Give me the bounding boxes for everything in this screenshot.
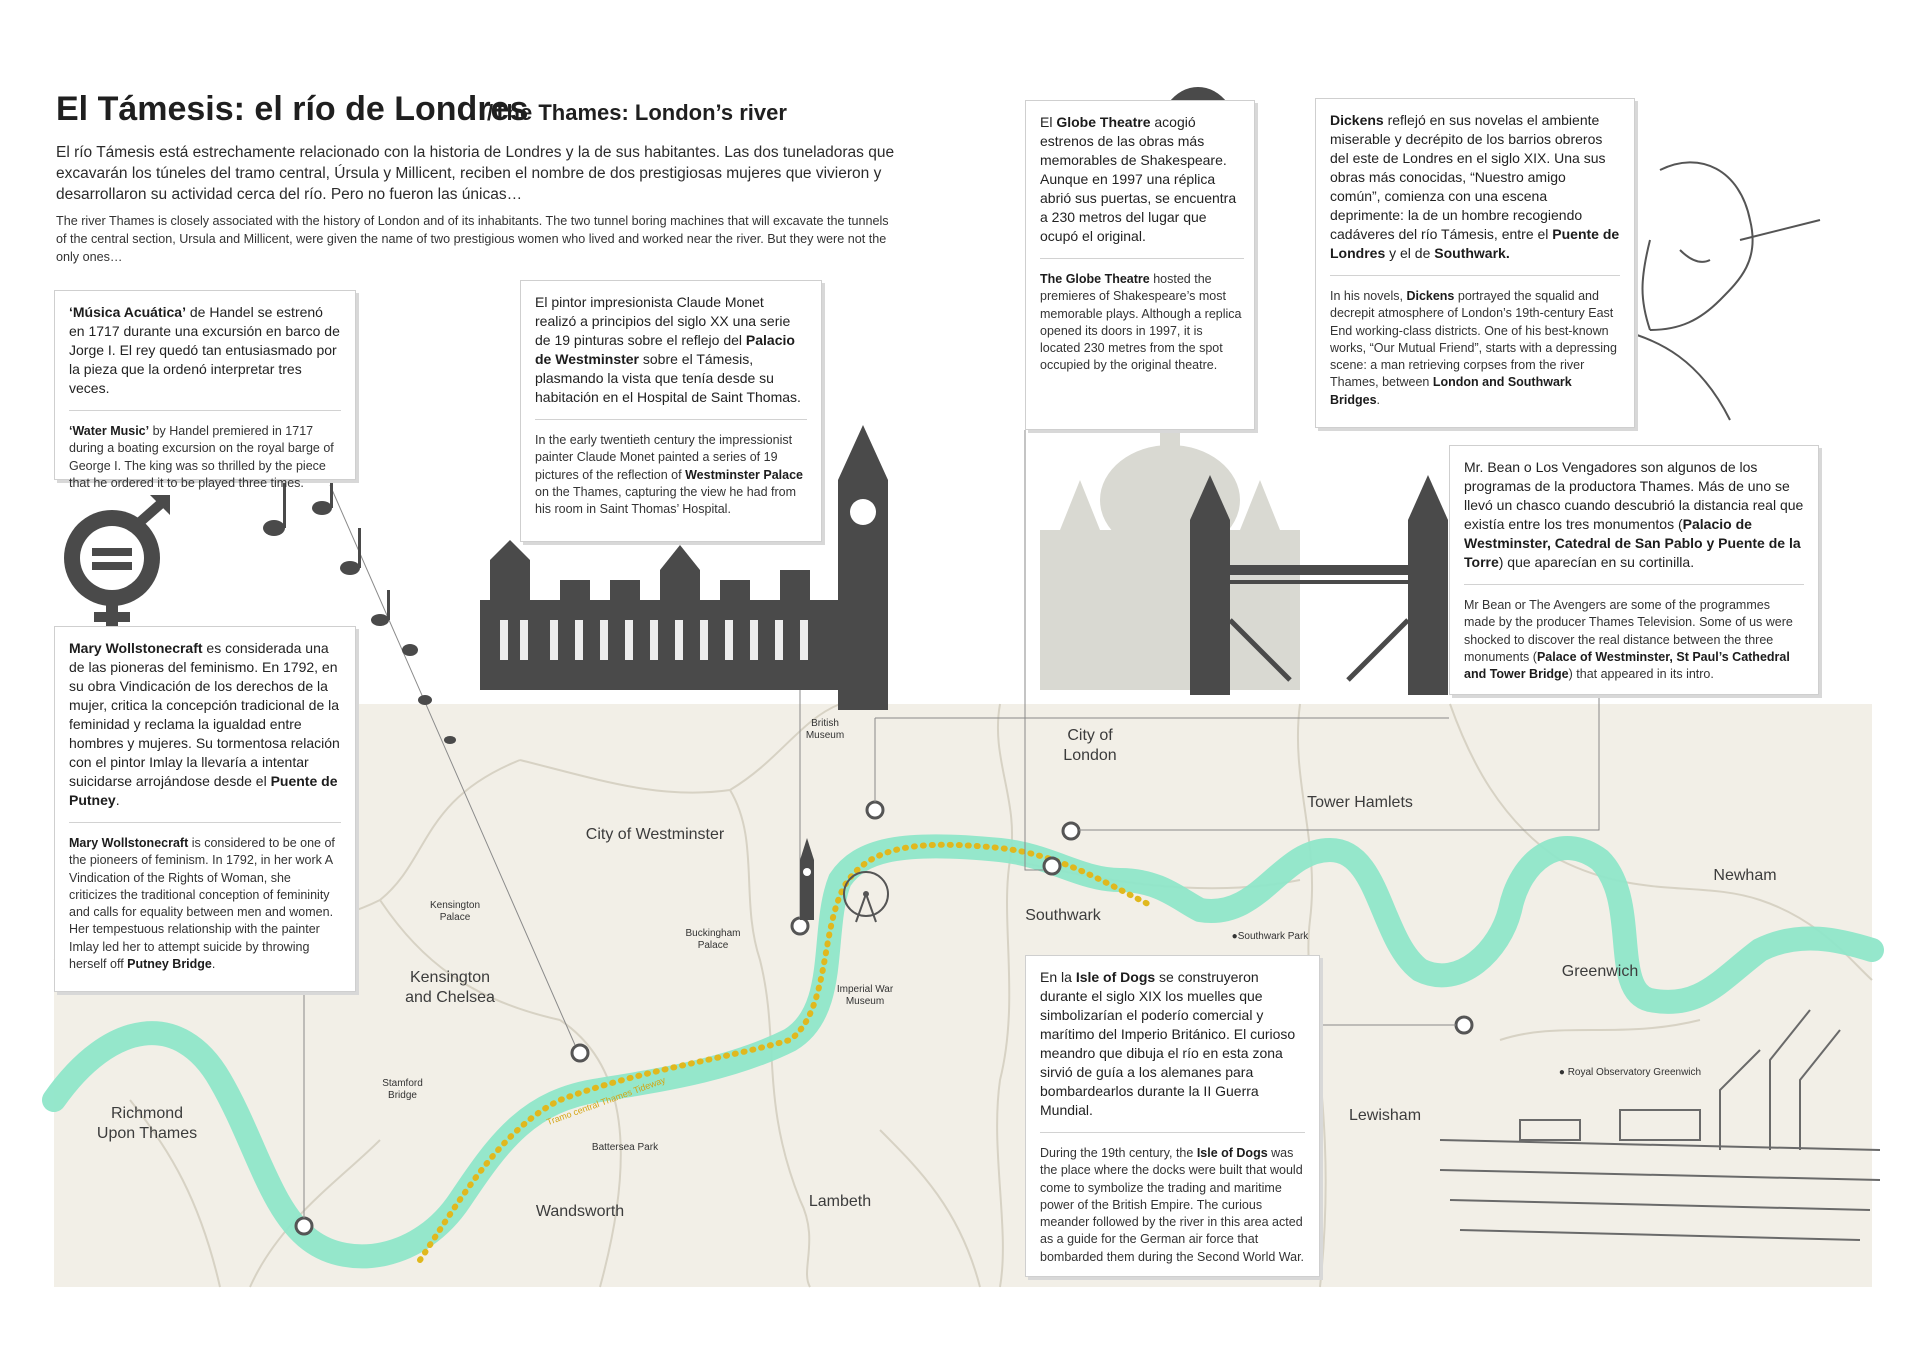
monet-text-en-post: on the Thames, capturing the view he had from his room in Saint Thomas’ Hospital. [535,484,797,517]
place-stamford-bridge: Stamford Bridge [382,1078,423,1101]
divider [69,822,341,823]
place-british-museum: British Museum [805,718,845,741]
divider [69,410,341,411]
district-richmond: Richmond Upon Thames [96,1105,198,1142]
dickens-mid-es: reflejó en sus novelas el ambiente miserable y decrépito de los barrios obreros del este de Londres en el siglo XIX. Una sus obras más conocidas, “Nuestro amigo común”, comienza con una escena deprimente: la de un hombre recogiendo cadáveres del río Támesis, entre el [1330,112,1606,242]
wollstonecraft-mid-en: is considered to be one of the pioneers of feminism. In 1792, in her work A Vindication of the Rights of Woman, she criticizes the traditional conception of femininity and calls for equality between men and women. Her tempestuous relationship with the painter Imlay led her to attempt suicide by throwing herself off [69,836,335,972]
monet-text-es-post: sobre el Támesis, plasmando la vista que tenía desde su habitación en el Hospital de Saint Thomas. [535,351,801,405]
leader-lines [304,430,1599,1218]
wollstonecraft-end-es: . [115,792,120,808]
district-newham: Newham [1713,867,1777,884]
district-kensington: Kensington and Chelsea [405,969,495,1006]
wollstonecraft-bold2-en: Putney Bridge [127,957,212,972]
globe-text-es-post: acogió estrenos de las obras más memorables de Shakespeare. Aunque en 1997 una réplica abrió sus puertas, se encuentra a 230 metros del lugar que ocupó el original. [1040,114,1237,244]
docks-sketch-icon [1440,1010,1880,1240]
dickens-bold3-es: Southwark. [1434,245,1510,261]
isle-pre-en: During the 19th century, the [1040,1146,1197,1160]
place-buckingham-palace: Buckingham Palace [685,928,741,951]
district-lewisham: Lewisham [1348,1107,1422,1124]
handel-title-es: ‘Música Acuática’ [69,304,186,320]
wollstonecraft-mid-es: es considerada una de las pioneras del feminismo. En 1792, en su obra Vindicación de los derechos de la mujer, critica la concepción tradicional de la feminidad y reclama la igualdad entre hombres y mujeres. Su tormentosa relación con el pintor Imlay la llevaría a intentar suicidarse arrojándose desde el [69,640,340,789]
district-city-of-london: City of London [1063,727,1117,764]
district-westminster: City of Westminster [585,826,725,843]
wollstonecraft-bold1-en: Mary Wollstonecraft [69,836,189,850]
isle-post-en: was the place where the docks were built that would come to symbolize the trading and maritime power of the British Empire. The curious meander followed by the river in this area acted as a guide for the German air force that bombarded them during the Second World War. [1040,1146,1305,1264]
mrbean-pre-es: Mr. Bean o Los Vengadores son algunos de los programas de la productora Thames. Más de uno se llevó un chasco cuando descubrió la distancia real que existía entre los tres monumentos ( [1464,459,1804,532]
dickens-and-es: y el de [1385,245,1435,261]
divider [1040,1132,1305,1133]
monet-box [520,280,822,542]
mrbean-bold-es: Palacio de Westminster, Catedral de San Pablo y Puente de la Torre [1464,516,1801,570]
monet-text-en-pre: In the early twentieth century the impressionist painter Claude Monet painted a series of 19 pictures of the reflection of [535,433,793,482]
district-southwark: Southwark [1025,907,1101,924]
london-eye-icon [844,872,888,922]
dickens-box [1315,98,1635,428]
district-tower-hamlets: Tower Hamlets [1307,794,1413,811]
monet-text-es-pre: El pintor impresionista Claude Monet realizó a principios del siglo XX una serie de 19 pinturas sobre el reflejo del [535,294,791,348]
place-royal-observatory: ● Royal Observatory Greenwich [1558,1067,1702,1078]
tideway-label: Tramo central Thames Tideway [545,1074,667,1128]
isle-post-es: se construyeron durante el siglo XIX los muelles que simbolizarían el poderío comercial y marítimo del Imperio Británico. El curioso meandro que dibuja el río en esta zona sirvió de guía a los alemanes para bombardearlos durante la II Guerra Mundial. [1040,969,1296,1118]
monet-bold-en: Westminster Palace [685,467,803,482]
wollstonecraft-bold1-es: Mary Wollstonecraft [69,640,203,656]
globe-text-es-pre: El [1040,114,1057,130]
handel-text-en: by Handel premiered in 1717 during a boating excursion on the royal barge of George I. The king was so thrilled by the piece that he ordered it to be played three times. [69,424,334,490]
dickens-end-en: . [1376,392,1381,407]
dickens-bold2-en: London and Southwark Bridges [1330,375,1572,407]
small-big-ben-icon [800,838,814,920]
handel-text-es: de Handel se estrenó en 1717 durante una excursión en barco de Jorge I. El rey quedó tan entusiasmado por la pieza que la ordenó interpretar tres veces. [69,304,340,396]
isle-bold-es: Isle of Dogs [1075,969,1156,985]
page-title-english: /The Thames: London’s river [487,100,787,125]
mrbean-bold-en: Palace of Westminster, St Paul’s Cathedral and Tower Bridge [1464,649,1790,682]
mrbean-post-en: ) that appeared in its intro. [1568,667,1714,682]
place-imperial-war-museum: Imperial War Museum [836,984,894,1007]
dickens-mid-en: portrayed the squalid and decrepit atmosphere of London’s 19th-century East End working-class districts. One of his best-known works, “Our Mutual Friend”, starts with a depressing scene: a man retrieving corpses from the river Thames, between [1330,289,1617,390]
isle-bold-en: Isle of Dogs [1196,1146,1268,1160]
wollstonecraft-box [54,626,356,992]
divider [535,419,807,420]
divider [1464,584,1804,585]
wollstonecraft-end-en: . [211,957,216,972]
intro-english: The river Thames is closely associated with the history of London and of its inhabitants. The two tunnel boring machines that will excavate the tunnels of the central section, Ursula and Millicent, were given the name of two prestigious women who lived and worked near the river. But they were not the only ones… [56,214,889,264]
district-greenwich: Greenwich [1561,963,1639,980]
mrbean-pre-en: Mr Bean or The Avengers are some of the programmes made by the producer Thames Television. Some of us were shocked to discover the real distance between the three monuments ( [1464,598,1793,664]
globe-text-en-post: hosted the premieres of Shakespeare’s most memorable plays. Although a replica opened its doors in 1997, it is located 230 metres from the spot occupied by the original theatre. [1040,272,1242,373]
globe-bold-es: Globe Theatre [1056,114,1151,130]
isle-of-dogs-box [1025,955,1320,1277]
mr-bean-box [1449,445,1819,695]
dickens-bold2-es: Puente de Londres [1330,226,1620,261]
district-lambeth: Lambeth [808,1193,872,1210]
divider [1330,275,1620,276]
page-title: El Támesis: el río de Londres [56,90,529,128]
intro-spanish: El río Támesis está estrechamente relacionado con la historia de Londres y la de sus habitantes. Las dos tuneladoras que excavarán los túneles del tramo central, Úrsula y Millicent, reciben el nombre de dos prestigiosas mujeres que vivieron y desarrollaron su actividad cerca del río. Pero no fueron las únicas… [56,144,895,203]
globe-theatre-box [1025,100,1255,430]
divider [1040,258,1244,259]
wollstonecraft-bold2-es: Puente de Putney [69,773,338,808]
handel-title-en: ‘Water Music’ [69,424,150,438]
dickens-bold1-en: Dickens [1406,289,1455,303]
district-wandsworth: Wandsworth [535,1203,625,1220]
monet-bold-es: Palacio de Westminster [535,332,795,367]
place-battersea-park: Battersea Park [591,1142,659,1153]
dickens-bold1-es: Dickens [1330,112,1384,128]
globe-bold-en: The Globe Theatre [1040,272,1150,286]
handel-box [54,290,356,490]
gender-equality-icon [64,495,170,632]
dickens-portrait-icon [1620,162,1820,420]
place-kensington-palace: Kensington Palace [429,900,481,923]
isle-pre-es: En la [1040,969,1076,985]
mrbean-post-es: ) que aparecían en su cortinilla. [1498,554,1695,570]
place-southwark-park: ●Southwark Park [1231,931,1309,942]
dickens-pre-en: In his novels, [1330,289,1407,303]
